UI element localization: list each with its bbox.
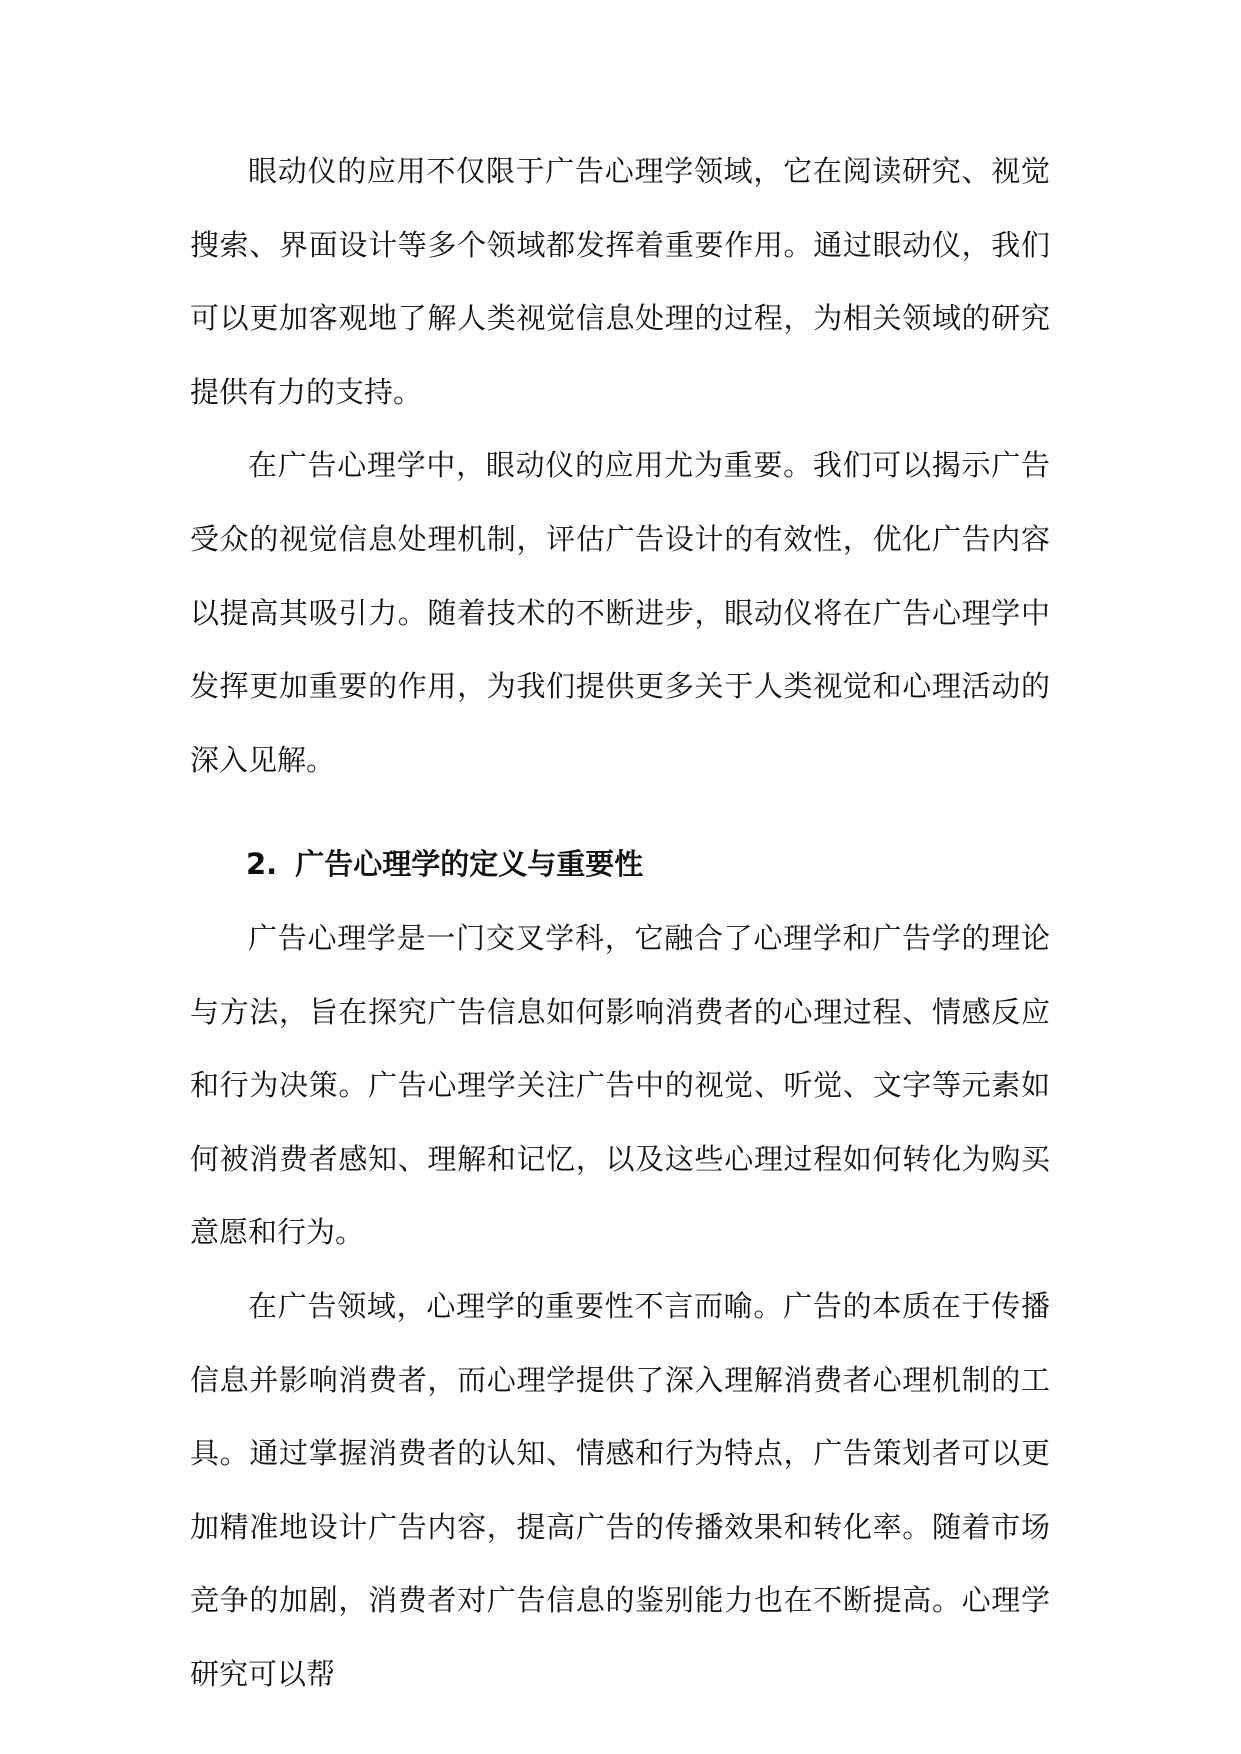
paragraph-ad-psychology-importance: 在广告领域，心理学的重要性不言而喻。广告的本质在于传播信息并影响消费者，而心理学提供了深入理解消费者心理机制的工具。通过掌握消费者的认知、情感和行为特点，广告策划者可以更加精准地设计广告内容，提高广告的传播效果和转化率。随着市场竞争的加剧，消费者对广告信息的鉴别能力也在不断提高。心理学研究可以帮 <box>190 1288 1050 1691</box>
section-heading <box>190 828 1050 902</box>
section-number: 2. <box>246 847 278 882</box>
document-page <box>190 135 1050 1711</box>
paragraph-eye-tracker-in-ad-psychology: 在广告心理学中，眼动仪的应用尤为重要。我们可以揭示广告受众的视觉信息处理机制，评估广告设计的有效性，优化广告内容以提高其吸引力。随着技术的不断进步，眼动仪将在广告心理学中发挥更加重要的作用，为我们提供更多关于人类视觉和心理活动的深入见解。 <box>190 448 1050 777</box>
paragraph-eye-tracker-applications: 眼动仪的应用不仅限于广告心理学领域，它在阅读研究、视觉搜索、界面设计等多个领域都发挥着重要作用。通过眼动仪，我们可以更加客观地了解人类视觉信息处理的过程，为相关领域的研究提供有力的支持。 <box>190 154 1050 409</box>
section-title: 广告心理学的定义与重要性 <box>295 847 644 882</box>
paragraph-ad-psychology-definition: 广告心理学是一门交叉学科，它融合了心理学和广告学的理论与方法，旨在探究广告信息如何影响消费者的心理过程、情感反应和行为决策。广告心理学关注广告中的视觉、听觉、文字等元素如何被消费者感知、理解和记忆，以及这些心理过程如何转化为购买意愿和行为。 <box>190 920 1050 1250</box>
